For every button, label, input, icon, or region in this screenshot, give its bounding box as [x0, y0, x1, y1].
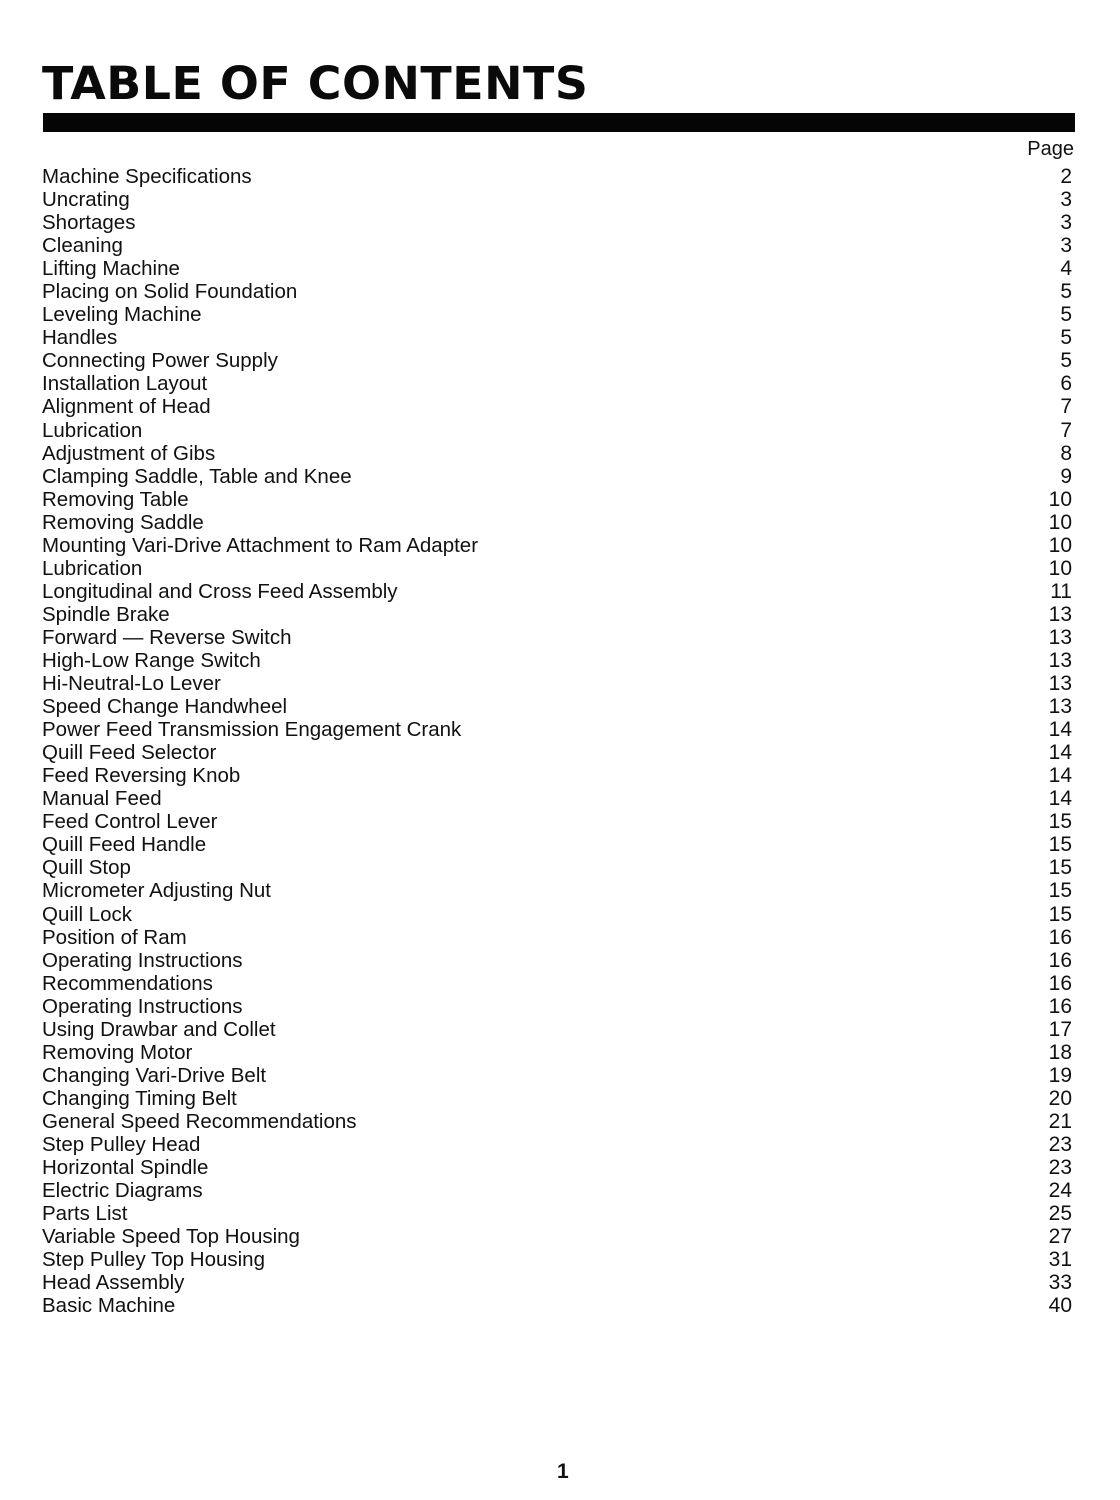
- toc-entry-title: Micrometer Adjusting Nut: [42, 879, 272, 903]
- toc-entry[interactable]: [40, 372, 1072, 395]
- toc-entry-title: Using Drawbar and Collet: [42, 1017, 276, 1041]
- toc-entry[interactable]: [40, 1156, 1072, 1179]
- toc-entry-page-number: 13: [1048, 695, 1072, 719]
- toc-entry-title: Operating Instructions: [42, 994, 243, 1018]
- toc-entry-page-number: 3: [1060, 188, 1072, 212]
- toc-entry-page-number: 6: [1060, 372, 1072, 396]
- toc-entry[interactable]: [40, 856, 1072, 879]
- toc-entry-title: Spindle Brake: [42, 602, 170, 626]
- toc-entry-title: Leveling Machine: [42, 303, 202, 327]
- toc-entry[interactable]: [40, 741, 1072, 764]
- toc-entry[interactable]: [40, 442, 1072, 465]
- toc-entry-title: Step Pulley Top Housing: [42, 1248, 265, 1272]
- toc-entry-page-number: 16: [1048, 948, 1072, 972]
- page-title: TABLE OF CONTENTS: [42, 57, 589, 110]
- toc-entry-title: Removing Motor: [42, 1040, 193, 1064]
- toc-entry-title: Recommendations: [42, 971, 213, 995]
- toc-entry-title: Step Pulley Head: [42, 1132, 201, 1156]
- toc-entry-page-number: 13: [1048, 602, 1072, 626]
- toc-entry-title: Lubrication: [42, 556, 143, 580]
- toc-entry-title: Removing Saddle: [42, 510, 204, 534]
- toc-entry-page-number: 25: [1048, 1202, 1072, 1226]
- toc-entry-page-number: 23: [1048, 1156, 1072, 1180]
- title-divider-bar: [43, 113, 1075, 132]
- toc-entry[interactable]: [40, 280, 1072, 303]
- toc-entry-page-number: 31: [1048, 1248, 1072, 1272]
- toc-entry[interactable]: [40, 557, 1072, 580]
- page-column-header: Page: [1027, 138, 1074, 160]
- toc-entry[interactable]: [40, 419, 1072, 442]
- toc-entry-title: Cleaning: [42, 234, 123, 258]
- toc-entry[interactable]: [40, 833, 1072, 856]
- toc-entry-page-number: 33: [1048, 1271, 1072, 1295]
- toc-entry-page-number: 40: [1048, 1294, 1072, 1318]
- toc-entry[interactable]: [40, 1064, 1072, 1087]
- toc-entry[interactable]: [40, 580, 1072, 603]
- toc-entry-page-number: 15: [1048, 810, 1072, 834]
- toc-entry-page-number: 20: [1048, 1086, 1072, 1110]
- toc-entry-page-number: 10: [1048, 510, 1072, 534]
- toc-entry-title: Parts List: [42, 1202, 128, 1226]
- toc-entry-page-number: 15: [1048, 902, 1072, 926]
- toc-entry-page-number: 19: [1048, 1063, 1072, 1087]
- toc-entry-title: Quill Lock: [42, 902, 133, 926]
- toc-entry-title: Speed Change Handwheel: [42, 695, 288, 719]
- toc-entry-page-number: 3: [1060, 234, 1072, 258]
- toc-entry-page-number: 2: [1060, 165, 1072, 188]
- toc-entry-page-number: 10: [1048, 556, 1072, 580]
- toc-entry-title: Connecting Power Supply: [42, 349, 278, 373]
- toc-entry[interactable]: [40, 949, 1072, 972]
- toc-entry-page-number: 18: [1048, 1040, 1072, 1064]
- toc-entry[interactable]: [40, 1133, 1072, 1156]
- toc-entry-title: Handles: [42, 326, 118, 350]
- toc-entry[interactable]: [40, 1271, 1072, 1294]
- toc-entry-title: Changing Vari-Drive Belt: [42, 1063, 267, 1087]
- toc-entry[interactable]: [40, 1041, 1072, 1064]
- toc-entry[interactable]: [40, 1225, 1072, 1248]
- table-of-contents-list: [40, 165, 1072, 1317]
- toc-entry-page-number: 16: [1048, 971, 1072, 995]
- toc-entry[interactable]: [40, 972, 1072, 995]
- toc-entry-page-number: 23: [1048, 1132, 1072, 1156]
- toc-entry-title: Basic Machine: [42, 1294, 176, 1318]
- toc-entry[interactable]: [40, 672, 1072, 695]
- toc-entry-page-number: 4: [1060, 257, 1072, 281]
- toc-entry-title: Adjustment of Gibs: [42, 441, 216, 465]
- toc-entry[interactable]: [40, 1110, 1072, 1133]
- toc-entry[interactable]: [40, 1248, 1072, 1271]
- toc-entry[interactable]: [40, 234, 1072, 257]
- toc-entry-page-number: 21: [1048, 1109, 1072, 1133]
- toc-entry-title: Clamping Saddle, Table and Knee: [42, 464, 352, 488]
- toc-entry-title: Power Feed Transmission Engagement Crank: [42, 718, 462, 742]
- toc-entry-title: Feed Control Lever: [42, 810, 218, 834]
- toc-entry[interactable]: [40, 1294, 1072, 1317]
- toc-entry[interactable]: [40, 718, 1072, 741]
- toc-entry-title: Head Assembly: [42, 1271, 185, 1295]
- toc-entry[interactable]: [40, 488, 1072, 511]
- toc-entry-page-number: 5: [1060, 326, 1072, 350]
- toc-entry[interactable]: [40, 1087, 1072, 1110]
- toc-entry-title: Changing Timing Belt: [42, 1086, 237, 1110]
- toc-entry-title: Manual Feed: [42, 787, 162, 811]
- toc-entry[interactable]: [40, 903, 1072, 926]
- toc-entry-page-number: 7: [1060, 395, 1072, 419]
- toc-entry[interactable]: [40, 926, 1072, 949]
- toc-entry-title: Alignment of Head: [42, 395, 211, 419]
- toc-entry[interactable]: [40, 326, 1072, 349]
- toc-entry-page-number: 14: [1048, 764, 1072, 788]
- toc-entry-page-number: 10: [1048, 487, 1072, 511]
- toc-entry[interactable]: [40, 349, 1072, 372]
- toc-entry-page-number: 17: [1048, 1017, 1072, 1041]
- toc-entry-title: Electric Diagrams: [42, 1179, 203, 1203]
- toc-entry-page-number: 14: [1048, 741, 1072, 765]
- toc-entry-title: Uncrating: [42, 188, 130, 212]
- toc-entry[interactable]: [40, 1018, 1072, 1041]
- toc-entry-page-number: 5: [1060, 280, 1072, 304]
- toc-entry-title: High-Low Range Switch: [42, 648, 261, 672]
- toc-entry-title: Forward — Reverse Switch: [42, 625, 292, 649]
- toc-entry-title: Position of Ram: [42, 925, 187, 949]
- toc-entry-page-number: 9: [1060, 464, 1072, 488]
- toc-entry-title: Placing on Solid Foundation: [42, 280, 298, 304]
- toc-entry-title: Quill Stop: [42, 856, 131, 880]
- toc-entry[interactable]: [40, 303, 1072, 326]
- toc-entry-page-number: 13: [1048, 672, 1072, 696]
- toc-entry-page-number: 15: [1048, 856, 1072, 880]
- toc-entry-title: Variable Speed Top Housing: [42, 1225, 300, 1249]
- toc-entry-title: Lubrication: [42, 418, 143, 442]
- toc-entry[interactable]: [40, 1202, 1072, 1225]
- toc-entry-title: Removing Table: [42, 487, 189, 511]
- toc-entry-page-number: 5: [1060, 349, 1072, 373]
- toc-entry[interactable]: [40, 695, 1072, 718]
- toc-entry-page-number: 15: [1048, 833, 1072, 857]
- toc-entry-page-number: 16: [1048, 925, 1072, 949]
- toc-entry[interactable]: [40, 534, 1072, 557]
- toc-entry-page-number: 14: [1048, 787, 1072, 811]
- toc-entry-page-number: 24: [1048, 1179, 1072, 1203]
- toc-entry[interactable]: [40, 211, 1072, 234]
- toc-entry-title: Horizontal Spindle: [42, 1156, 209, 1180]
- toc-entry-page-number: 14: [1048, 718, 1072, 742]
- toc-entry-title: Mounting Vari-Drive Attachment to Ram Adapter: [42, 533, 479, 557]
- toc-entry-title: Installation Layout: [42, 372, 208, 396]
- toc-entry-title: Longitudinal and Cross Feed Assembly: [42, 579, 398, 603]
- toc-entry-title: General Speed Recommendations: [42, 1109, 357, 1133]
- toc-entry-title: Operating Instructions: [42, 948, 243, 972]
- toc-entry[interactable]: [40, 810, 1072, 833]
- toc-entry[interactable]: [40, 787, 1072, 810]
- toc-entry[interactable]: [40, 995, 1072, 1018]
- toc-entry-page-number: 13: [1048, 648, 1072, 672]
- toc-entry[interactable]: [40, 603, 1072, 626]
- toc-entry-title: Quill Feed Selector: [42, 741, 217, 765]
- toc-entry-page-number: 3: [1060, 211, 1072, 235]
- toc-entry-page-number: 5: [1060, 303, 1072, 327]
- toc-entry[interactable]: [40, 1179, 1072, 1202]
- toc-entry-page-number: 15: [1048, 879, 1072, 903]
- toc-entry-page-number: 11: [1050, 579, 1072, 603]
- toc-entry[interactable]: [40, 188, 1072, 211]
- toc-entry-page-number: 27: [1048, 1225, 1072, 1249]
- toc-entry[interactable]: [40, 511, 1072, 534]
- toc-entry-page-number: 7: [1060, 418, 1072, 442]
- toc-entry-title: Hi-Neutral-Lo Lever: [42, 672, 221, 696]
- toc-entry-page-number: 13: [1048, 625, 1072, 649]
- toc-entry[interactable]: [40, 764, 1072, 787]
- toc-entry-page-number: 10: [1048, 533, 1072, 557]
- toc-entry-title: Lifting Machine: [42, 257, 180, 281]
- toc-entry-title: Shortages: [42, 211, 136, 235]
- toc-entry[interactable]: [40, 395, 1072, 418]
- toc-entry-title: Machine Specifications: [42, 165, 252, 188]
- toc-entry-title: Feed Reversing Knob: [42, 764, 241, 788]
- toc-entry-page-number: 16: [1048, 994, 1072, 1018]
- footer-page-number: 1: [557, 1460, 569, 1483]
- toc-entry[interactable]: [40, 165, 1072, 188]
- toc-entry[interactable]: [40, 879, 1072, 902]
- toc-entry-title: Quill Feed Handle: [42, 833, 207, 857]
- toc-entry[interactable]: [40, 649, 1072, 672]
- toc-entry[interactable]: [40, 626, 1072, 649]
- toc-entry[interactable]: [40, 465, 1072, 488]
- toc-entry-page-number: 8: [1060, 441, 1072, 465]
- toc-entry[interactable]: [40, 257, 1072, 280]
